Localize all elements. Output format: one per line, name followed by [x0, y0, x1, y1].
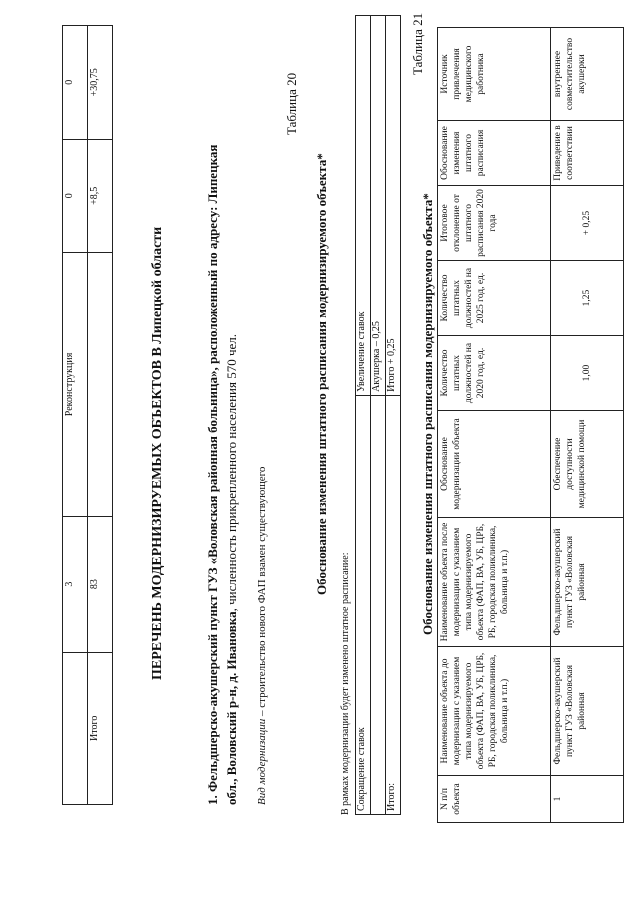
table-row: [371, 16, 386, 815]
table-cell: 3: [63, 516, 88, 652]
table-number-20: Таблица 20: [284, 72, 299, 135]
table-cell: + 0,25: [551, 186, 624, 261]
table-cell: 1,00: [551, 336, 624, 411]
page-title: ПЕРЕЧЕНЬ МОДЕРНИЗИРУЕМЫХ ОБЪЕКТОВ В Липецкой области: [150, 226, 165, 680]
table-cell: 0: [63, 26, 88, 140]
table-cell: Обеспечение доступности медицинской помощи: [551, 411, 624, 518]
object-heading-line2: [224, 334, 240, 805]
table-row: [551, 28, 624, 823]
header-cell: Обоснование модернизации объекта: [438, 411, 551, 518]
table-cell: Приведение в соответствии: [551, 121, 624, 186]
table-cell: +30,75: [88, 26, 113, 140]
header-cell: N п/п объекта: [438, 776, 551, 823]
header-cell: Количество штатных должностей на 2020 год, ед.: [438, 336, 551, 411]
table-row: [88, 26, 113, 805]
modernization-type-label: Вид модернизации: [256, 718, 268, 805]
table-cell: 83: [88, 516, 113, 652]
table-row: [356, 16, 371, 815]
staff-change-table: [355, 15, 401, 815]
table-cell: Итого:: [386, 395, 401, 814]
summary-table: [62, 25, 113, 805]
table-cell: Реконструкция: [63, 253, 88, 517]
table-cell: 1: [551, 776, 624, 823]
staffing-justification-table: [437, 27, 624, 823]
table-cell: 0: [63, 139, 88, 253]
intro-text: В рамках модернизации будет изменено штатное расписание:: [340, 552, 351, 815]
table-cell: +8,5: [88, 139, 113, 253]
table-cell: Фельдшерско-акушерский пункт ГУЗ «Воловская районная: [551, 647, 624, 776]
header-cell: Количество штатных должностей на 2025 год, ед.: [438, 261, 551, 336]
modernization-type: [256, 467, 268, 805]
modernization-type-value: – строительство нового ФАП взамен существующего: [256, 466, 268, 719]
header-cell: Итоговое отклонение от штатного расписания 2020 года: [438, 186, 551, 261]
justification-title-2: Обоснование изменения штатного расписания модернизируемого объекта*: [420, 193, 435, 635]
table-cell: [371, 395, 386, 814]
table-cell: Фельдшерско-акушерский пункт ГУЗ «Воловская районная: [551, 518, 624, 647]
table-number-21: Таблица 21: [410, 12, 425, 75]
table-header-row: [438, 28, 551, 823]
table-cell: Итого + 0,25: [386, 16, 401, 396]
table-cell: Сокращение ставок: [356, 395, 371, 814]
table-row: [386, 16, 401, 815]
header-cell: Наименование объекта после модернизации с указанием типа модернизируемого объекта (ФАП, ВА, УБ, ЦРБ, РБ, городская поликлиника, больница и т.п.): [438, 518, 551, 647]
table-cell: Увеличение ставок: [356, 16, 371, 396]
object-heading-line1: 1. Фельдшерско-акушерский пункт ГУЗ «Воловская районная больница», расположенный по адресу: Липецкая: [205, 144, 220, 805]
table-row: [63, 26, 88, 805]
object-population: , численность прикрепленного населения 570 чел.: [224, 333, 239, 612]
table-cell: [88, 253, 113, 517]
table-cell: Акушерка – 0,25: [371, 16, 386, 396]
table-cell: внутреннее совместительство акушерки: [551, 28, 624, 121]
header-cell: Обоснование изменения штатного расписания: [438, 121, 551, 186]
header-cell: Источник привлечения медицинского работника: [438, 28, 551, 121]
table-cell: [63, 652, 88, 804]
header-cell: Наименование объекта до модернизации с указанием типа модернизируемого объекта (ФАП, ВА, УБ, ЦРБ, РБ, городская поликлиника, больница и т.п.): [438, 647, 551, 776]
object-address: обл., Воловский р-н, д. Ивановка: [224, 611, 239, 805]
justification-title: Обоснование изменения штатного расписания модернизируемого объекта*: [314, 153, 329, 595]
table-cell: Итого: [88, 652, 113, 804]
table-cell: 1,25: [551, 261, 624, 336]
